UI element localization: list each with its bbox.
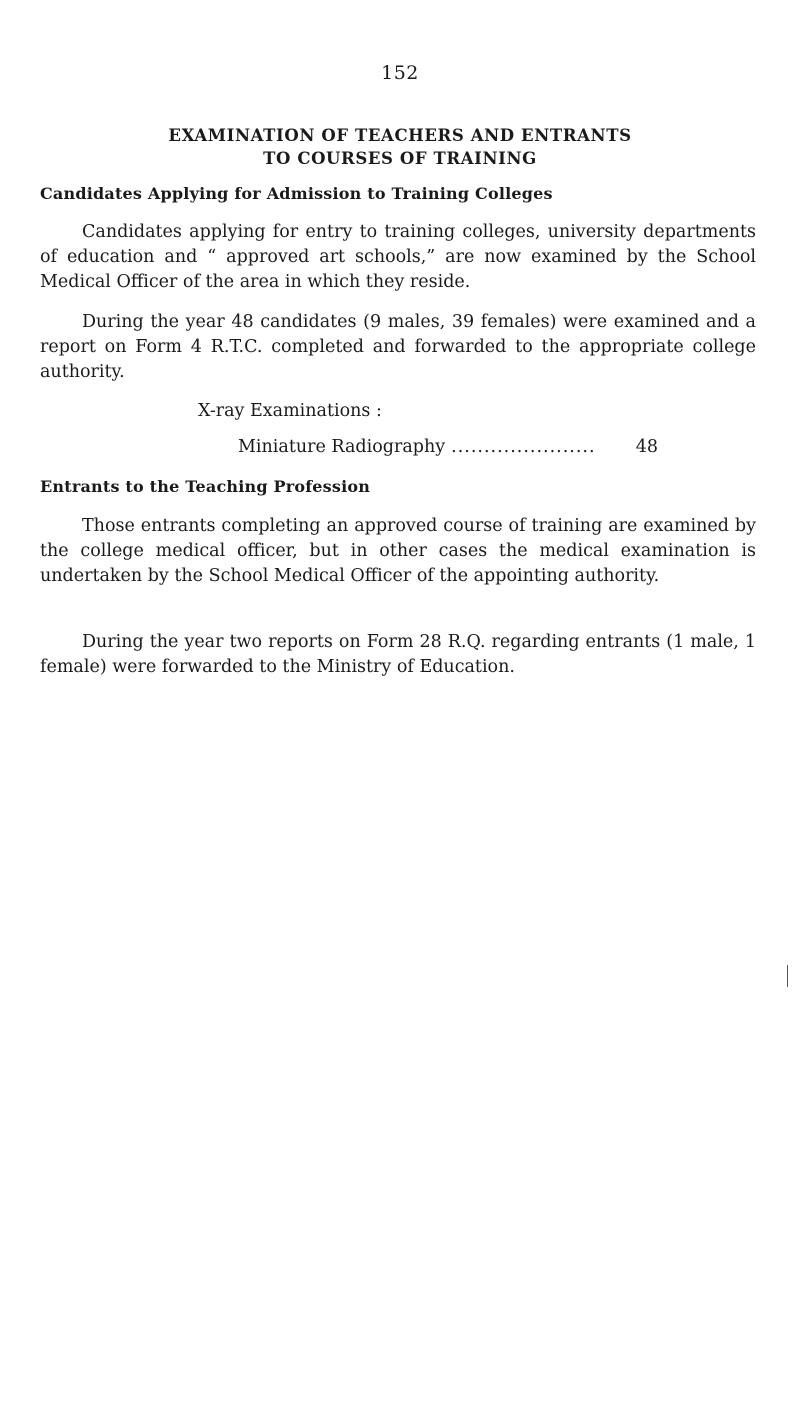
paragraph-candidates-count: During the year 48 candidates (9 males, 39 females) were examined and a report on Form 4 R.T.C. completed and forwarded to the appropriate college authority. <box>40 312 756 382</box>
xray-item-label: Miniature Radiography <box>238 437 446 457</box>
page-title-line-2: TO COURSES OF TRAINING <box>263 149 537 168</box>
scan-margin-mark <box>787 965 788 987</box>
page-number: 152 <box>381 62 419 84</box>
section-heading-training-colleges: Candidates Applying for Admission to Training Colleges <box>40 184 553 203</box>
xray-radiography-row <box>238 437 658 457</box>
page-title-line-1: EXAMINATION OF TEACHERS AND ENTRANTS <box>168 126 632 145</box>
paragraph-entrants-examined: Those entrants completing an approved course of training are examined by the college medical officer, but in other cases the medical examination is undertaken by the School Medical Officer of the appointing authority. <box>40 516 756 586</box>
page-title <box>0 124 800 170</box>
paragraph-candidates-examined: Candidates applying for entry to training colleges, university departments of education and “ approved art schools,” are now examined by the School Medical Officer of the area in which they reside. <box>40 222 756 292</box>
dot-leader: ...................... <box>451 437 596 457</box>
paragraph-entrants-reports: During the year two reports on Form 28 R.Q. regarding entrants (1 male, 1 female) were forwarded to the Ministry of Education. <box>40 632 756 677</box>
xray-item-value: 48 <box>635 437 658 457</box>
xray-examinations-label: X-ray Examinations : <box>198 401 382 421</box>
section-heading-teaching-profession: Entrants to the Teaching Profession <box>40 477 371 496</box>
